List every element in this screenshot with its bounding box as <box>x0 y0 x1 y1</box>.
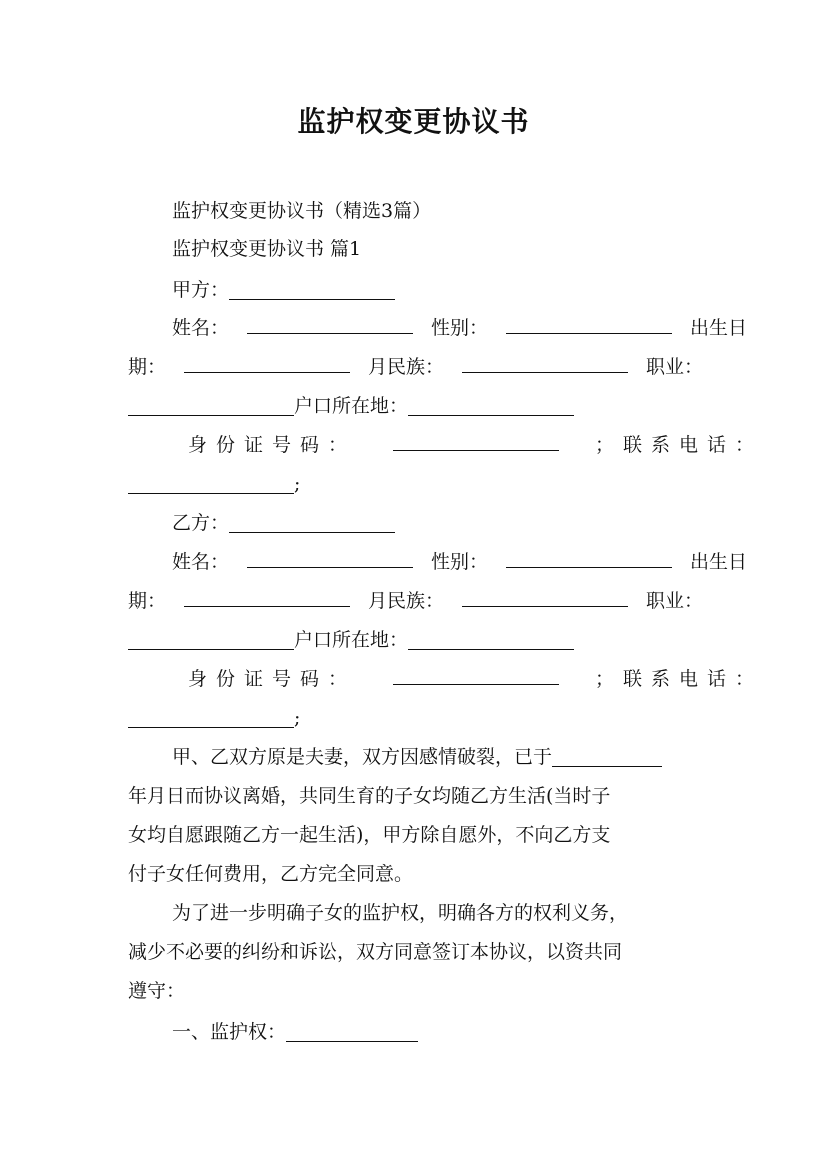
party-a-line <box>128 275 747 305</box>
party-b-ethnic-label: 月民族： <box>367 590 444 612</box>
party-a-id-label: 身份证号码： <box>188 434 357 456</box>
blank <box>462 352 628 373</box>
blank <box>286 1021 418 1042</box>
item1-label: 一、监护权： <box>172 1021 287 1043</box>
blank <box>247 313 413 334</box>
party-b-birth2-label: 期： <box>128 590 167 612</box>
party-b-hukou-line <box>128 625 703 655</box>
party-b-blank <box>229 512 395 533</box>
party-a-name-line <box>128 313 747 343</box>
party-a-hukou-label: 户口所在地： <box>294 395 409 417</box>
blank <box>393 430 559 451</box>
para1-line1 <box>128 742 747 772</box>
para1-line2: 年月日而协议离婚，共同生育的子女均随乙方生活(当时子 <box>128 785 611 807</box>
party-a-birth-line <box>128 352 703 382</box>
blank <box>184 586 350 607</box>
item1-line <box>128 1017 747 1047</box>
blank <box>247 547 413 568</box>
para2-line3: 遵守： <box>128 980 186 1002</box>
blank <box>128 473 294 494</box>
para2-line2: 减少不必要的纠纷和诉讼，双方同意签订本协议，以资共同 <box>128 941 623 963</box>
party-b-name-line <box>128 547 747 577</box>
blank <box>462 586 628 607</box>
party-a-end: ; <box>294 473 301 495</box>
party-a-job-label: 职业： <box>645 356 703 378</box>
party-b-name-label: 姓名： <box>172 551 230 573</box>
party-b-gender-label: 性别： <box>430 551 488 573</box>
party-a-id-line <box>128 430 763 460</box>
para1-line3: 女均自愿跟随乙方一起生活)，甲方除自愿外，不向乙方支 <box>128 824 611 846</box>
party-a-birth-label: 出生日 <box>689 317 747 339</box>
party-b-line <box>128 508 747 538</box>
party-b-hukou-label: 户口所在地： <box>294 629 409 651</box>
party-b-phone-label: ；联系电话： <box>594 668 763 690</box>
blank <box>408 395 574 416</box>
para2-line1: 为了进一步明确子女的监护权，明确各方的权利义务， <box>172 902 629 924</box>
party-a-gender-label: 性别： <box>430 317 488 339</box>
party-b-end: ; <box>294 707 301 729</box>
section-heading: 监护权变更协议书 篇1 <box>172 238 362 260</box>
party-b-label: 乙方： <box>172 512 230 534</box>
party-b-id-label: 身份证号码： <box>188 668 357 690</box>
blank <box>393 664 559 685</box>
party-a-blank <box>229 279 395 300</box>
party-b-birth-line <box>128 586 703 616</box>
party-a-hukou-line <box>128 391 703 421</box>
blank <box>552 746 662 767</box>
blank <box>408 629 574 650</box>
document-title: 监护权变更协议书 <box>297 105 530 138</box>
blank <box>506 313 672 334</box>
party-b-birth-label: 出生日 <box>689 551 747 573</box>
blank <box>128 707 294 728</box>
blank <box>128 629 294 650</box>
blank <box>506 547 672 568</box>
party-b-job-label: 职业： <box>645 590 703 612</box>
party-b-id-line <box>128 664 763 694</box>
para1-text1: 甲、乙双方原是夫妻，双方因感情破裂，已于 <box>172 746 553 768</box>
party-a-name-label: 姓名： <box>172 317 230 339</box>
document-subtitle: 监护权变更协议书（精选3篇） <box>172 200 432 222</box>
party-a-phone-label: ；联系电话： <box>594 434 763 456</box>
party-a-birth2-label: 期： <box>128 356 167 378</box>
party-a-phone-line <box>128 469 703 499</box>
blank <box>128 395 294 416</box>
party-a-ethnic-label: 月民族： <box>367 356 444 378</box>
party-a-label: 甲方： <box>172 279 230 301</box>
para1-line4: 付子女任何费用，乙方完全同意。 <box>128 863 414 885</box>
blank <box>184 352 350 373</box>
party-b-phone-line <box>128 703 703 733</box>
